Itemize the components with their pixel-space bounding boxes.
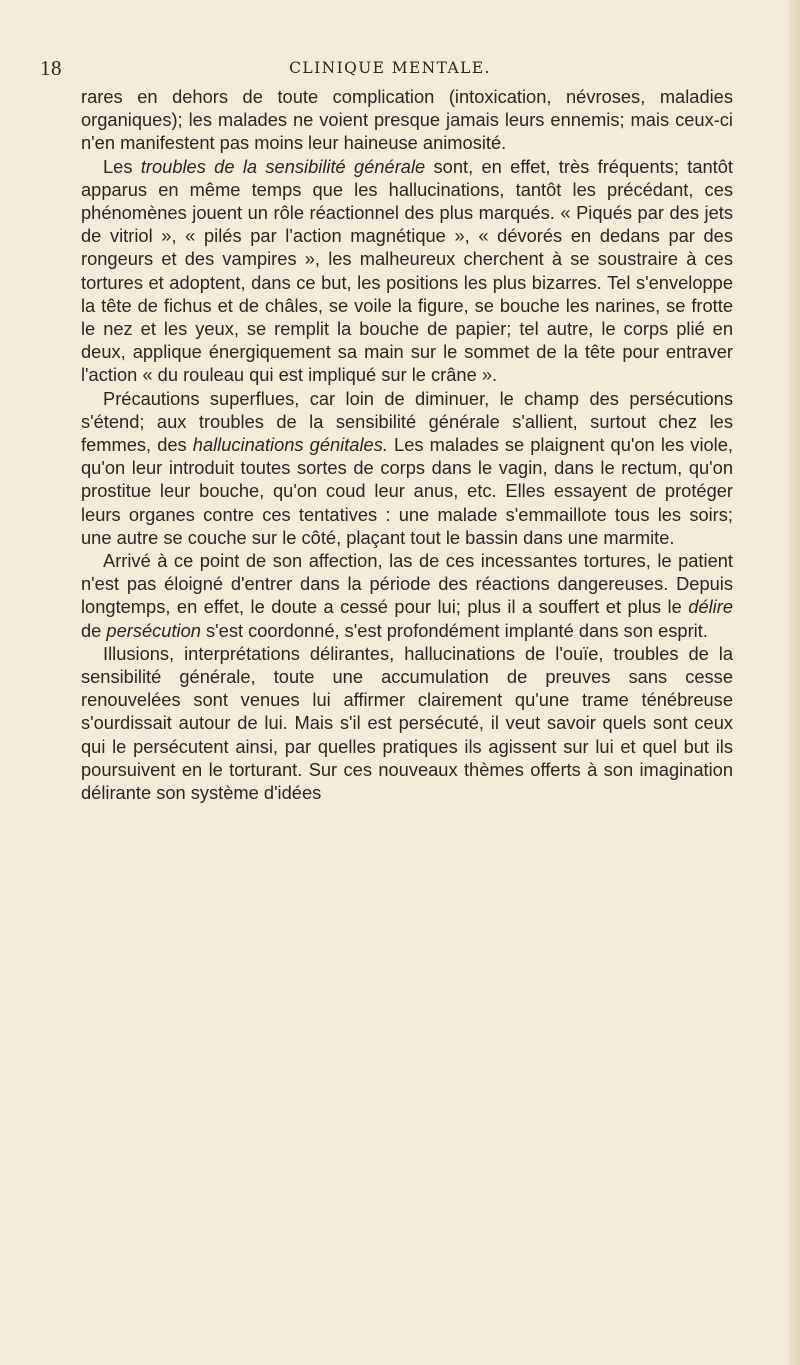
paragraph-4-text: Arrivé à ce point de son affection, las de ces incessantes tortures, le patient n'est pas éloigné d'entrer dans la période des réactions dangereuses. Depuis longtemps, en effet, le doute a cessé pour lui; plus il a souffert et plus le <box>81 550 733 618</box>
page-edge <box>788 0 800 1365</box>
body-text <box>81 85 733 804</box>
paragraph-5-text: Illusions, interprétations délirantes, hallucinations de l'ouïe, troubles de la sensibilité générale, toute une accumulation de preuves sans cesse renouvelées sont venues lui affirmer clairement qu'une trame ténébreuse s'ourdissait autour de lui. Mais s'il est persécuté, il veut savoir quels sont ceux qui le persécutent ainsi, par quelles pratiques ils agissent sur lui et quel but ils poursuivent en le torturant. Sur ces nouveaux thèmes offerts à son imagination délirante son système d'idées <box>81 642 733 804</box>
paragraph-3-text-cont: Les malades se plaignent qu'on les viole, qu'on leur introduit toutes sortes de corps dans le vagin, dans le rectum, qu'on prostitue leur bouche, qu'on coud leur anus, etc. Elles essayent de protéger leurs organes contre ces tentatives : une malade s'emmaillote tous les soirs; une autre se couche sur le côté, plaçant tout le bassin dans une marmite. <box>81 434 733 548</box>
paragraph-4-text-de: de <box>81 619 107 641</box>
italic-term-hallucinations-genitales: hallucinations génitales. <box>192 434 388 456</box>
page-number: 18 <box>40 56 62 80</box>
paragraph-1-text: rares en dehors de toute complication (intoxication, névroses, maladies organiques); les malades ne voient presque jamais leurs ennemis; mais ceux-ci n'en manifestent pas moins leur haineuse animosité. <box>81 86 733 154</box>
italic-term-troubles-sensibilite: troubles de la sensibilité générale <box>140 155 426 177</box>
italic-term-delire: délire <box>688 596 733 618</box>
paragraph-2 <box>81 155 733 387</box>
page-header <box>40 56 740 82</box>
italic-term-persecution: persécution <box>106 619 201 641</box>
paragraph-2-text-cont: sont, en effet, très fréquents; tantôt apparus en même temps que les hallucinations, tantôt les précédant, ces phénomènes jouent un rôle réactionnel des plus marqués. « Piqués par des jets de vitriol », « pilés par l'action magnétique », « dévorés en dedans par des rongeurs et des vampires », les malheureux cherchent à se soustraire à ces tortures et adoptent, dans ce but, les positions les plus bizarres. Tel s'enveloppe la tête de fichus et de châles, se voile la figure, se bouche les narines, se frotte le nez et les yeux, se remplit la bouche de papier; tel autre, le corps plié en deux, applique énergiquement sa main sur le sommet de la tête pour entraver l'action « du rouleau qui est impliqué sur le crâne ». <box>81 155 733 386</box>
paragraph-3-text: Précautions superflues, car loin de diminuer, le champ des persécutions s'étend; aux troubles de la sensibilité générale s'allient, surtout chez les femmes, des <box>81 387 733 456</box>
paragraph-4-text-cont: s'est coordonné, s'est profondément implanté dans son esprit. <box>200 619 708 641</box>
running-title: CLINIQUE MENTALE. <box>289 59 491 77</box>
paragraph-2-text: Les <box>103 155 141 177</box>
paragraph-3 <box>81 387 733 549</box>
paragraph-4 <box>81 549 733 642</box>
paragraph-5 <box>81 642 733 804</box>
paragraph-1 <box>81 85 733 155</box>
